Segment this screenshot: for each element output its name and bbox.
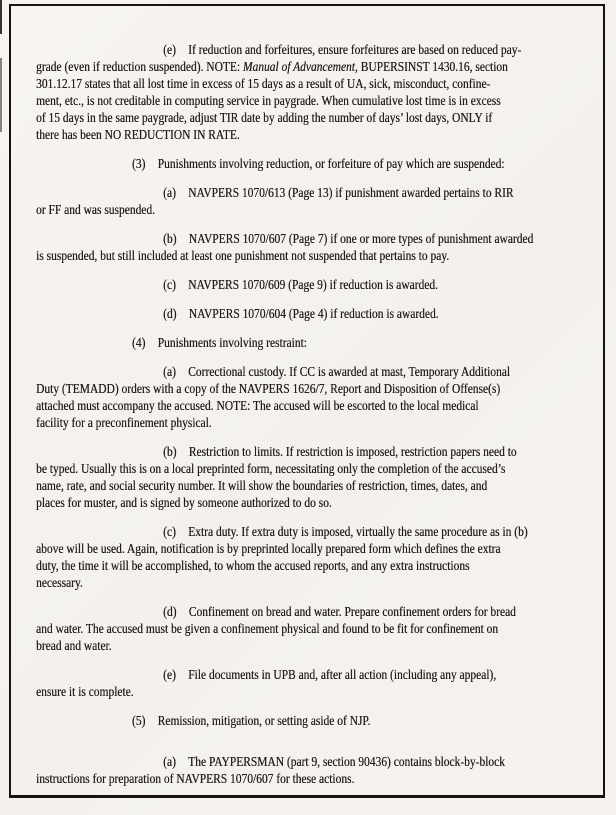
text-line [36, 575, 602, 592]
text-segment: be typed. Usually this is on a local preprinted form, necessitating only the completion of the accused’s [36, 462, 506, 477]
text-segment: If reduction and forfeitures, ensure forfeitures are based on reduced pay- [188, 43, 522, 58]
text-segment: Punishments involving restraint: [157, 336, 307, 351]
paragraph-8-a [36, 364, 602, 432]
text-line [36, 524, 602, 541]
text-segment: ensure it is complete. [36, 685, 134, 700]
text-line [36, 59, 602, 76]
text-segment: NAVPERS 1070/604 (Page 4) if reduction is awarded. [188, 307, 439, 322]
text-line [36, 638, 602, 655]
text-segment: 301.12.17 states that all lost time in excess of 15 days as a result of UA, sick, misconduct, confine- [36, 77, 491, 92]
text-segment: duty, the time it will be accomplished, to whom the accused reports, and any extra instructions [36, 559, 470, 574]
text-line [36, 713, 602, 730]
text-line [36, 277, 602, 294]
paragraph-5-c [36, 277, 602, 294]
text-segment: File documents in UPB and, after all action (including any appeal), [188, 668, 497, 683]
paragraph-10-c [36, 524, 602, 592]
text-segment: name, rate, and social security number. It will show the boundaries of restriction, times, dates, and [36, 479, 488, 494]
text-line [36, 684, 602, 701]
paragraph-4-b [36, 231, 602, 265]
text-segment: Correctional custody. If CC is awarded at mast, Temporary Additional [188, 365, 510, 380]
text-segment: NAVPERS 1070/607 (Page 7) if one or more types of punishment awarded [188, 232, 534, 247]
paragraph-11-d [36, 604, 602, 655]
text-line [36, 667, 602, 684]
item-label: (e) [163, 43, 176, 58]
text-line [36, 495, 602, 512]
text-line [36, 42, 602, 59]
text-segment: Confinement on bread and water. Prepare confinement orders for bread [188, 605, 516, 620]
text-line [36, 127, 602, 144]
text-segment: Extra duty. If extra duty is imposed, virtually the same procedure as in (b) [188, 525, 528, 540]
text-line [36, 621, 602, 638]
item-label: (b) [163, 445, 177, 460]
text-line [36, 381, 602, 398]
text-line [36, 248, 602, 265]
text-line [36, 558, 602, 575]
paragraph-12-e [36, 667, 602, 701]
paragraph-1-e [36, 42, 602, 144]
item-label: (4) [131, 336, 146, 351]
text-segment: Remission, mitigation, or setting aside of NJP. [157, 714, 371, 729]
paragraph-2-3 [36, 156, 602, 173]
text-segment: or FF and was suspended. [36, 203, 155, 218]
text-line [36, 754, 602, 771]
item-label: (a) [163, 186, 176, 201]
text-segment: above will be used. Again, notification is by preprinted locally prepared form which defines the extra [36, 542, 501, 557]
text-body [36, 42, 602, 788]
text-segment: necessary. [36, 576, 83, 591]
text-segment: places for muster, and is signed by someone authorized to do so. [36, 496, 332, 511]
item-label: (d) [163, 605, 177, 620]
item-label: (a) [163, 755, 176, 770]
text-segment: Duty (TEMADD) orders with a copy of the NAVPERS 1626/7, Report and Disposition of Offense(s) [36, 382, 501, 397]
text-line [36, 202, 602, 219]
text-line [36, 156, 602, 173]
item-label: (d) [163, 307, 177, 322]
text-line [36, 478, 602, 495]
item-label: (5) [131, 714, 146, 729]
text-segment: of 15 days in the same paygrade, adjust TIR date by adding the number of days’ lost days, ONLY if [36, 111, 493, 126]
text-segment: instructions for preparation of NAVPERS 1070/607 for these actions. [36, 772, 355, 787]
paragraph-13-5 [36, 713, 602, 730]
text-line [36, 364, 602, 381]
text-segment: Punishments involving reduction, or forfeiture of pay which are suspended: [157, 157, 505, 172]
text-line [36, 185, 602, 202]
item-label: (b) [163, 232, 177, 247]
scan-edge-artifact [0, 58, 2, 132]
text-segment: The PAYPERSMAN (part 9, section 90436) contains block-by-block [188, 755, 505, 770]
text-segment: attached must accompany the accused. NOTE: The accused will be escorted to the local medical [36, 399, 479, 414]
text-segment: NAVPERS 1070/609 (Page 9) if reduction is awarded. [188, 278, 438, 293]
scan-edge-artifact [0, 0, 2, 34]
text-line [36, 76, 602, 93]
text-line [36, 398, 602, 415]
item-label: (c) [163, 525, 176, 540]
item-label: (e) [163, 668, 176, 683]
item-label: (3) [131, 157, 146, 172]
text-segment: NAVPERS 1070/613 (Page 13) if punishment awarded pertains to RIR [188, 186, 514, 201]
text-segment: is suspended, but still included at least one punishment not suspended that pertains to pay. [36, 249, 450, 264]
text-line [36, 541, 602, 558]
item-label: (a) [163, 365, 176, 380]
text-segment: , BUPERSINST 1430.16, section [354, 60, 508, 75]
paragraph-3-a [36, 185, 602, 219]
item-label: (c) [163, 278, 176, 293]
paragraph-14-a [36, 754, 602, 788]
text-line [36, 461, 602, 478]
paragraph-9-b [36, 444, 602, 512]
paragraph-7-4 [36, 335, 602, 352]
text-segment: grade (even if reduction suspended). NOTE: [36, 60, 243, 75]
text-line [36, 415, 602, 432]
text-segment: facility for a preconfinement physical. [36, 416, 212, 431]
text-line [36, 231, 602, 248]
paragraph-6-d [36, 306, 602, 323]
text-segment: there has been NO REDUCTION IN RATE. [36, 128, 240, 143]
text-segment: Restriction to limits. If restriction is imposed, restriction papers need to [188, 445, 517, 460]
text-line [36, 110, 602, 127]
text-line [36, 604, 602, 621]
text-segment: bread and water. [36, 639, 112, 654]
italic-text-segment: Manual of Advancement [242, 60, 355, 75]
text-segment: ment, etc., is not creditable in computing service in paygrade. When cumulative lost time is in excess [36, 94, 501, 109]
text-line [36, 335, 602, 352]
text-line [36, 93, 602, 110]
text-line [36, 444, 602, 461]
text-segment: and water. The accused must be given a confinement physical and found to be fit for confinement on [36, 622, 499, 637]
text-line [36, 771, 602, 788]
text-line [36, 306, 602, 323]
